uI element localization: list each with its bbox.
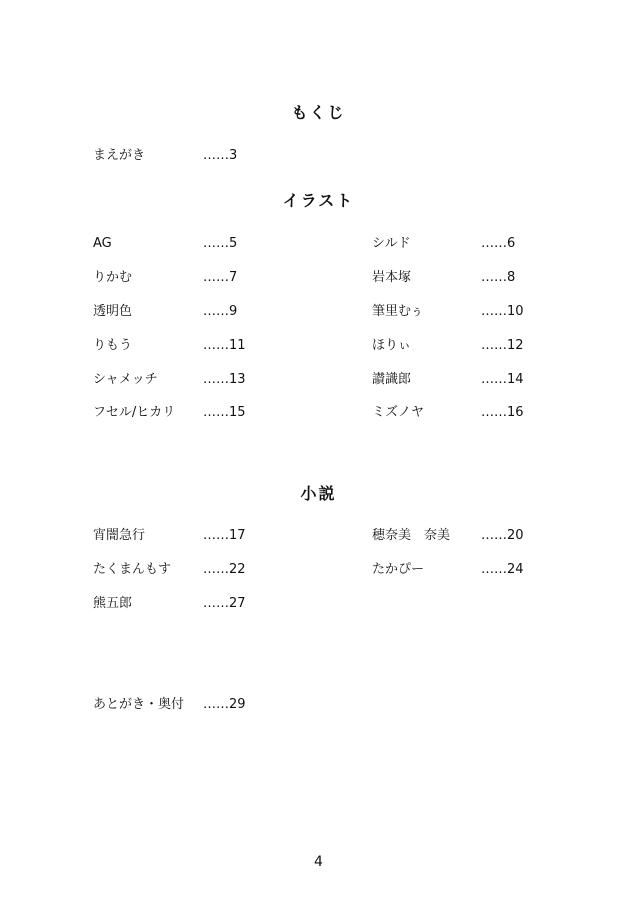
toc-entry xyxy=(93,562,246,578)
toc-entry xyxy=(372,338,524,354)
toc-entry xyxy=(372,236,516,252)
entry-page: ……20 xyxy=(481,528,524,543)
toc-entry xyxy=(372,405,524,421)
entry-title: あとがき・奥付 xyxy=(93,697,185,712)
page-number: 4 xyxy=(314,854,323,870)
toc-entry xyxy=(93,304,238,320)
entry-page: ……3 xyxy=(203,148,238,163)
entry-page: ……12 xyxy=(481,338,524,353)
entry-title: ミズノヤ xyxy=(372,405,425,420)
toc-entry xyxy=(93,338,246,354)
toc-entry xyxy=(93,236,238,252)
entry-title: フセル/ヒカリ xyxy=(93,405,176,420)
entry-page: ……14 xyxy=(481,372,524,387)
entry-page: ……8 xyxy=(481,270,516,285)
toc-entry xyxy=(93,372,246,388)
toc-entry-afterword xyxy=(93,697,246,713)
entry-title: まえがき xyxy=(93,148,146,163)
toc-entry xyxy=(372,528,524,544)
entry-page: ……9 xyxy=(203,304,238,319)
toc-entry xyxy=(93,405,246,421)
entry-page: ……11 xyxy=(203,338,246,353)
entry-page: ……7 xyxy=(203,270,238,285)
entry-title: 岩本塚 xyxy=(372,270,412,285)
entry-page: ……5 xyxy=(203,236,238,251)
entry-page: ……15 xyxy=(203,405,246,420)
entry-title: 穂奈美 奈美 xyxy=(372,528,451,543)
entry-page: ……24 xyxy=(481,562,524,577)
entry-title: ほりぃ xyxy=(372,338,412,353)
entry-page: ……6 xyxy=(481,236,516,251)
entry-page: ……17 xyxy=(203,528,246,543)
entry-title: りもう xyxy=(93,338,133,353)
entry-title: シルド xyxy=(372,236,411,251)
novel-heading: 小説 xyxy=(300,484,337,503)
entry-title: りかむ xyxy=(93,270,133,285)
toc-entry xyxy=(372,372,524,388)
entry-title: 讃識郎 xyxy=(372,372,412,387)
toc-title: もくじ xyxy=(291,103,346,122)
toc-entry xyxy=(372,270,516,286)
entry-page: ……10 xyxy=(481,304,524,319)
entry-page: ……22 xyxy=(203,562,246,577)
entry-page: ……29 xyxy=(203,697,246,712)
toc-entry xyxy=(93,596,246,612)
toc-entry xyxy=(372,304,524,320)
entry-title: 筆里むぅ xyxy=(372,304,424,319)
entry-title: たかぴー xyxy=(372,562,425,577)
entry-title: たくまんもす xyxy=(93,562,172,577)
entry-page: ……16 xyxy=(481,405,524,420)
entry-page: ……27 xyxy=(203,596,246,611)
entry-title: シャメッチ xyxy=(93,372,158,387)
entry-page: ……13 xyxy=(203,372,246,387)
toc-entry xyxy=(93,270,238,286)
toc-entry xyxy=(372,562,524,578)
entry-title: AG xyxy=(93,236,112,251)
entry-title: 透明色 xyxy=(93,304,133,319)
entry-title: 宵闇急行 xyxy=(93,528,146,543)
illust-heading: イラスト xyxy=(282,191,355,210)
entry-title: 熊五郎 xyxy=(93,596,133,611)
toc-entry xyxy=(93,528,246,544)
toc-entry-preface xyxy=(93,148,238,164)
